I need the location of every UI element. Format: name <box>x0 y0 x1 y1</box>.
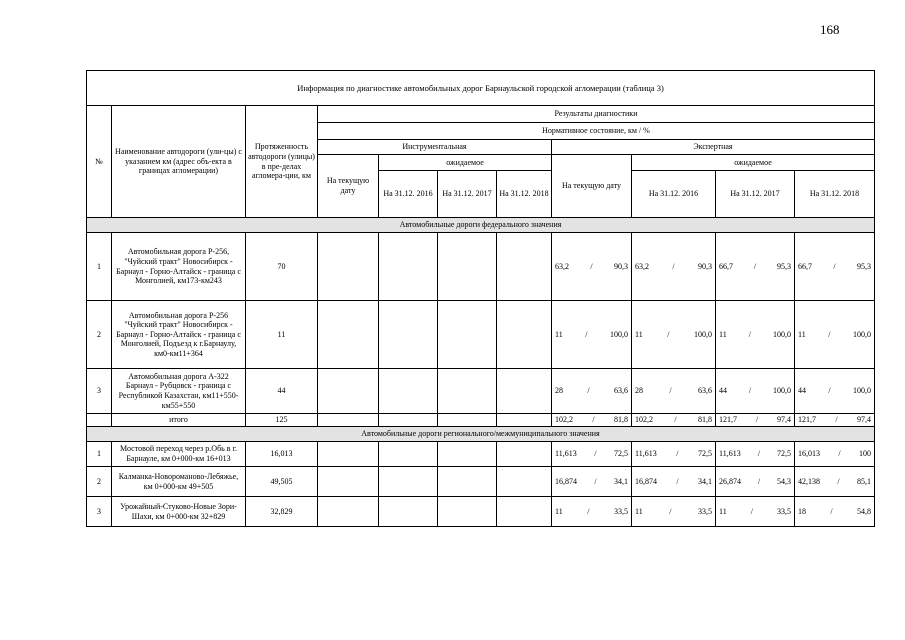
km-value: 11 <box>798 329 806 339</box>
page-number: 168 <box>820 22 840 37</box>
slash-separator: / <box>667 329 670 339</box>
header-exp-current: На текущую дату <box>552 155 632 218</box>
value-pair <box>634 415 713 425</box>
km-value: 66,7 <box>798 261 812 271</box>
instrumental-value <box>379 369 438 414</box>
value-pair <box>797 415 872 425</box>
instrumental-value <box>379 233 438 301</box>
instrumental-value <box>497 497 552 527</box>
value-pair <box>634 386 713 396</box>
expert-value <box>795 467 875 497</box>
km-value: 11 <box>719 329 727 339</box>
value-pair <box>797 449 872 459</box>
row-num: 3 <box>87 497 112 527</box>
diagnostics-table <box>86 70 875 527</box>
expert-value <box>716 467 795 497</box>
header-instr-expected: ожидаемое <box>379 155 552 171</box>
table-row <box>87 467 875 497</box>
expert-value <box>552 301 632 369</box>
expert-value <box>716 414 795 427</box>
percent-value: 85,1 <box>856 476 871 486</box>
instrumental-value <box>318 414 379 427</box>
header-length: Протяженность автодороги (улицы) в пре-делах агломера-ции, км <box>246 106 318 218</box>
expert-value <box>552 233 632 301</box>
header-instrumental: Инструментальная <box>318 140 552 155</box>
percent-value: 33,5 <box>698 506 712 516</box>
km-value: 11,613 <box>719 449 741 459</box>
value-pair <box>554 330 629 340</box>
value-pair <box>554 386 629 396</box>
road-name: Автомобильная дорога Р-256, "Чуйский тракт" Новосибирск - Барнаул - Горно-Алтайск - граница с Монголией, км173-км243 <box>112 233 246 301</box>
instrumental-value <box>379 301 438 369</box>
instrumental-value <box>379 497 438 527</box>
value-pair <box>634 330 713 340</box>
expert-value <box>716 497 795 527</box>
slash-separator: / <box>757 449 760 459</box>
road-length: 70 <box>246 233 318 301</box>
percent-value: 100 <box>858 449 871 459</box>
header-num: № <box>87 106 112 218</box>
table-title: Информация по диагностике автомобильных дорог Барнаульской городской агломерации (таблица 3) <box>87 71 875 106</box>
slash-separator: / <box>828 329 831 339</box>
slash-separator: / <box>750 506 753 516</box>
percent-value: 100,0 <box>853 329 871 339</box>
percent-value: 95,3 <box>856 261 871 271</box>
header-instr-current: На текущую дату <box>318 155 379 218</box>
expert-value <box>552 467 632 497</box>
slash-separator: / <box>830 506 833 516</box>
header-instr-date-2018: На 31.12. 2018 <box>497 171 552 218</box>
expert-value <box>552 442 632 467</box>
table-row <box>87 497 875 527</box>
row-num: 2 <box>87 467 112 497</box>
slash-separator: / <box>592 415 595 425</box>
slash-separator: / <box>837 476 840 486</box>
instrumental-value <box>318 301 379 369</box>
slash-separator: / <box>669 386 672 396</box>
instrumental-value <box>438 442 497 467</box>
expert-value <box>795 369 875 414</box>
instrumental-value <box>379 467 438 497</box>
expert-value <box>795 442 875 467</box>
slash-separator: / <box>676 476 679 486</box>
percent-value: 34,1 <box>697 476 712 486</box>
header-results: Результаты диагностики <box>318 106 875 123</box>
road-length: 16,013 <box>246 442 318 467</box>
header-instr-date-2017: На 31.12. 2017 <box>438 171 497 218</box>
instrumental-value <box>379 442 438 467</box>
percent-value: 100,0 <box>694 329 712 339</box>
section-title-federal: Автомобильные дороги федерального значения <box>87 218 875 233</box>
value-pair <box>718 262 792 272</box>
slash-separator: / <box>835 415 838 425</box>
km-value: 26,874 <box>719 476 741 486</box>
row-num: 2 <box>87 301 112 369</box>
instrumental-value <box>497 442 552 467</box>
value-pair <box>634 477 713 487</box>
instrumental-value <box>497 301 552 369</box>
km-value: 11,613 <box>555 449 577 459</box>
value-pair <box>797 386 872 396</box>
row-num <box>87 414 112 427</box>
slash-separator: / <box>757 476 761 486</box>
slash-separator: / <box>676 449 679 459</box>
header-exp-expected: ожидаемое <box>632 155 875 171</box>
km-value: 11,613 <box>635 449 657 459</box>
percent-value: 72,5 <box>614 449 628 459</box>
expert-value <box>795 497 875 527</box>
instrumental-value <box>318 233 379 301</box>
expert-value <box>632 442 716 467</box>
percent-value: 63,6 <box>697 386 712 396</box>
header-normative: Нормативное состояние, км / % <box>318 123 875 140</box>
percent-value: 90,3 <box>613 261 628 271</box>
km-value: 63,2 <box>635 261 649 271</box>
percent-value: 81,8 <box>613 415 628 425</box>
instrumental-value <box>497 369 552 414</box>
row-num: 1 <box>87 442 112 467</box>
percent-value: 90,3 <box>697 261 712 271</box>
road-name: Автомобильная дорога Р-256 "Чуйский тракт" Новосибирск - Барнаул - Горно-Алтайск - граница с Монголией, Подъезд к г.Барнаулу, км0-км11+364 <box>112 301 246 369</box>
slash-separator: / <box>748 329 751 339</box>
instrumental-value <box>318 369 379 414</box>
slash-separator: / <box>669 506 672 516</box>
instrumental-value <box>318 497 379 527</box>
table-row <box>87 233 875 301</box>
slash-separator: / <box>672 261 675 271</box>
instrumental-value <box>318 467 379 497</box>
km-value: 42,138 <box>798 476 820 486</box>
percent-value: 100,0 <box>852 386 871 396</box>
value-pair <box>634 262 713 272</box>
road-length: 44 <box>246 369 318 414</box>
table-row <box>87 301 875 369</box>
expert-value <box>716 442 795 467</box>
km-value: 11 <box>635 506 643 516</box>
percent-value: 95,3 <box>776 261 791 271</box>
instrumental-value <box>497 414 552 427</box>
value-pair <box>718 477 792 487</box>
percent-value: 34,1 <box>613 476 628 486</box>
instrumental-value <box>438 369 497 414</box>
km-value: 16,013 <box>798 449 820 459</box>
slash-separator: / <box>590 261 593 271</box>
km-value: 11 <box>719 506 727 516</box>
table-row <box>87 442 875 467</box>
value-pair <box>554 507 629 517</box>
expert-value <box>632 233 716 301</box>
slash-separator: / <box>585 329 588 339</box>
percent-value: 100,0 <box>772 386 791 396</box>
header-expert: Экспертная <box>552 140 875 155</box>
percent-value: 33,5 <box>777 506 791 516</box>
instrumental-value <box>438 467 497 497</box>
km-value: 63,2 <box>555 261 569 271</box>
header-exp-date-2018: На 31.12. 2018 <box>795 171 875 218</box>
km-value: 66,7 <box>719 261 733 271</box>
instrumental-value <box>438 301 497 369</box>
km-value: 18 <box>798 506 806 516</box>
percent-value: 72,5 <box>698 449 712 459</box>
slash-separator: / <box>833 261 836 271</box>
slash-separator: / <box>587 506 590 516</box>
slash-separator: / <box>755 415 759 425</box>
header-exp-date-2016: На 31.12. 2016 <box>632 171 716 218</box>
value-pair <box>554 449 629 459</box>
slash-separator: / <box>748 386 752 396</box>
road-name: Автомобильная дорога А-322 Барнаул - Рубцовск - граница с Республикой Казахстан, км11+550-км55+550 <box>112 369 246 414</box>
expert-value <box>716 301 795 369</box>
value-pair <box>718 386 792 396</box>
slash-separator: / <box>828 386 831 396</box>
km-value: 16,874 <box>635 476 657 486</box>
value-pair <box>718 507 792 517</box>
road-name: Калманка-Новороманово-Лебяжье, км 0+000-км 49+505 <box>112 467 246 497</box>
percent-value: 54,8 <box>856 506 871 516</box>
percent-value: 100,0 <box>610 329 628 339</box>
value-pair <box>797 477 872 487</box>
header-instr-date-2016: На 31.12. 2016 <box>379 171 438 218</box>
row-num: 3 <box>87 369 112 414</box>
km-value: 121,7 <box>719 415 737 425</box>
km-value: 28 <box>555 386 563 396</box>
header-exp-date-2017: На 31.12. 2017 <box>716 171 795 218</box>
instrumental-value <box>497 233 552 301</box>
slash-separator: / <box>674 415 677 425</box>
value-pair <box>718 415 792 425</box>
km-value: 11 <box>635 329 643 339</box>
instrumental-value <box>379 414 438 427</box>
value-pair <box>634 507 713 517</box>
expert-value <box>632 369 716 414</box>
instrumental-value <box>438 414 497 427</box>
expert-value <box>552 497 632 527</box>
total-label: итого <box>112 414 246 427</box>
slash-separator: / <box>753 261 757 271</box>
value-pair <box>718 330 792 340</box>
km-value: 16,874 <box>555 476 577 486</box>
section-title-regional: Автомобильные дороги регионального/межмуниципального значения <box>87 427 875 442</box>
percent-value: 63,6 <box>613 386 628 396</box>
km-value: 11 <box>555 329 563 339</box>
slash-separator: / <box>594 476 597 486</box>
percent-value: 97,4 <box>856 415 871 425</box>
road-length: 11 <box>246 301 318 369</box>
expert-value <box>716 233 795 301</box>
km-value: 28 <box>635 386 643 396</box>
value-pair <box>554 415 629 425</box>
road-length: 49,505 <box>246 467 318 497</box>
expert-value <box>632 414 716 427</box>
value-pair <box>718 449 792 459</box>
instrumental-value <box>438 233 497 301</box>
table-row <box>87 369 875 414</box>
percent-value: 72,5 <box>777 449 791 459</box>
value-pair <box>554 262 629 272</box>
percent-value: 97,4 <box>776 415 791 425</box>
km-value: 121,7 <box>798 415 816 425</box>
road-length: 32,829 <box>246 497 318 527</box>
km-value: 11 <box>555 506 563 516</box>
expert-value <box>552 414 632 427</box>
value-pair <box>634 449 713 459</box>
expert-value <box>795 414 875 427</box>
percent-value: 33,5 <box>614 506 628 516</box>
slash-separator: / <box>594 449 597 459</box>
expert-value <box>795 301 875 369</box>
slash-separator: / <box>587 386 590 396</box>
value-pair <box>797 262 872 272</box>
instrumental-value <box>497 467 552 497</box>
total-row <box>87 414 875 427</box>
expert-value <box>795 233 875 301</box>
km-value: 102,2 <box>555 415 573 425</box>
instrumental-value <box>318 442 379 467</box>
expert-value <box>552 369 632 414</box>
km-value: 44 <box>798 386 806 396</box>
road-name: Урожайный-Стуково-Новые Зори-Шахи, км 0+000-км 32+829 <box>112 497 246 527</box>
expert-value <box>632 497 716 527</box>
slash-separator: / <box>838 449 841 459</box>
percent-value: 81,8 <box>697 415 712 425</box>
value-pair <box>797 507 872 517</box>
row-num: 1 <box>87 233 112 301</box>
instrumental-value <box>438 497 497 527</box>
km-value: 102,2 <box>635 415 653 425</box>
km-value: 44 <box>719 386 727 396</box>
expert-value <box>632 301 716 369</box>
percent-value: 54,3 <box>776 476 791 486</box>
percent-value: 100,0 <box>773 329 791 339</box>
expert-value <box>716 369 795 414</box>
road-length: 125 <box>246 414 318 427</box>
value-pair <box>554 477 629 487</box>
value-pair <box>797 330 872 340</box>
road-name: Мостовой переход через р.Обь в г. Барнауле, км 0+000-км 16+013 <box>112 442 246 467</box>
expert-value <box>632 467 716 497</box>
header-road-name: Наименование автодороги (ули-цы) с указанием км (адрес объ-екта в границах агломерации) <box>112 106 246 218</box>
